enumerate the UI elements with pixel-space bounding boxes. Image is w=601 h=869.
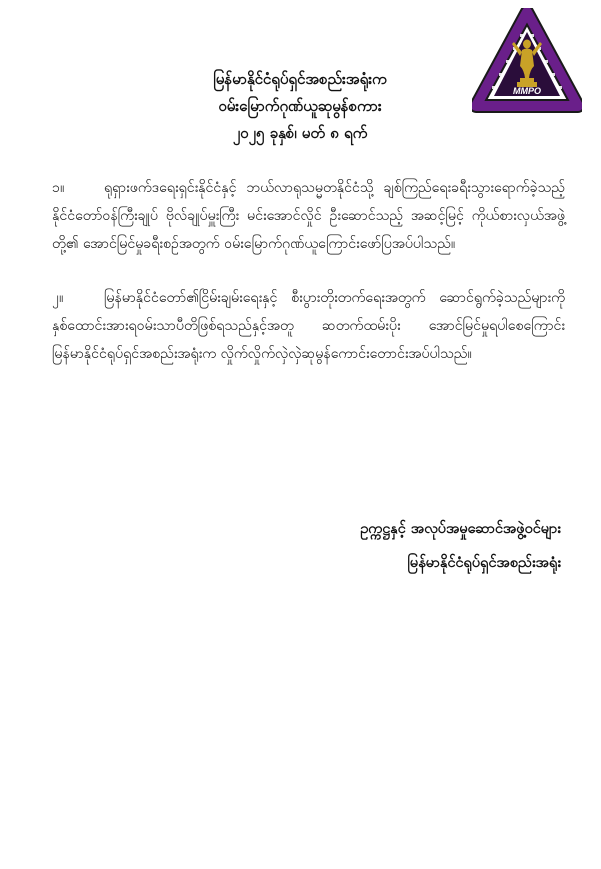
paragraph-2-text: မြန်မာနိုင်ငံတော်၏ငြိမ်းချမ်းရေးနှင့် စီးပွားတိုးတက်ရေးအတွက် ဆောင်ရွက်ခဲ့သည်များကို နှစ်ထောင်းအားရဝမ်းသာပီတိဖြစ်ရသည်နှင့်အတူ ဆတက်ထမ်းပိုး အောင်မြင်မှုရပါစေကြောင်း မြန်မာနိုင်ငံရုပ်ရှင်အစည်းအရုံးက လှိုက်လှိုက်လှဲလှဲဆုမွန်ကောင်းတောင်းအပ်ပါသည်။ bbox=[52, 290, 565, 362]
paragraph-1 bbox=[52, 174, 565, 258]
paragraph-1-number: ၁။ bbox=[52, 180, 65, 196]
header-date: ၂၀၂၅ ခုနှစ်၊ မတ် ၈ ရက် bbox=[232, 124, 368, 142]
signature-organization: မြန်မာနိုင်ငံရုပ်ရှင်အစည်းအရုံး bbox=[407, 555, 561, 571]
mmpo-logo bbox=[472, 8, 582, 116]
logo-text: MMPO bbox=[513, 86, 541, 96]
paragraph-2-number: ၂။ bbox=[52, 290, 64, 306]
mmpo-logo-graphic bbox=[472, 8, 582, 116]
paragraph-1-text: ရုရှားဖက်ဒရေးရှင်းနိုင်ငံနှင့် ဘယ်လာရုသမ္မတနိုင်ငံသို့ ချစ်ကြည်ရေးခရီးသွားရောက်ခဲ့သည့် နိုင်ငံတော်ဝန်ကြီးချုပ် ဗိုလ်ချုပ်မှူးကြီး မင်းအောင်လှိုင် ဦးဆောင်သည့် အဆင့်မြင့် ကိုယ်စားလှယ်အဖွဲ့တို့၏ အောင်မြင်မှုခရီးစဉ်အတွက် ဝမ်းမြောက်ဂုဏ်ယူကြောင်းဖော်ပြအပ်ပါသည်။ bbox=[52, 180, 565, 252]
header-organization: မြန်မာနိုင်ငံရုပ်ရှင်အစည်းအရုံးက bbox=[213, 70, 387, 88]
statement-header bbox=[130, 66, 470, 147]
signature-block bbox=[360, 512, 561, 580]
signature-committee: ဥက္ကဋ္ဌနှင့် အလုပ်အမှုဆောင်အဖွဲ့ဝင်များ bbox=[360, 521, 561, 537]
paragraph-2 bbox=[52, 284, 565, 368]
header-title: ဝမ်းမြောက်ဂုဏ်ယူဆုမွန်စကား bbox=[218, 97, 382, 115]
